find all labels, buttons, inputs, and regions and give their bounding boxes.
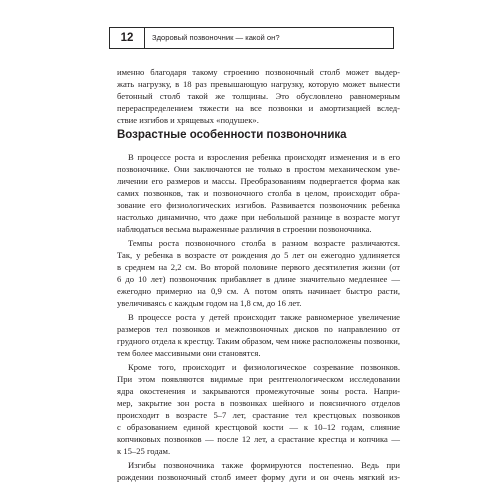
text-line: жать нагрузку, в 18 раз превышающую нагрузку, которую может вынести bbox=[117, 79, 400, 89]
text-line: бетонный столб такой же толщины. Это обусловлено равномерным bbox=[117, 91, 400, 101]
text-line: к 15–25 годам. bbox=[117, 446, 171, 456]
text-line: зование его физиологических изгибов. Развивается позвоночник ребенка bbox=[117, 200, 400, 210]
text-line: в среднем на 2,2 см. Во второй половине первого десятилетия жизни (от bbox=[117, 262, 400, 272]
text-line: Кроме того, происходит и физиологическое созревание позвонков. bbox=[128, 362, 400, 372]
page-number: 12 bbox=[110, 28, 145, 48]
text-line: размеров тел позвонков и межпозвоночных дисков по направлению от bbox=[117, 324, 400, 334]
text-line: рождении позвоночный столб имеет форму дуги и он очень мягкий из- bbox=[117, 472, 400, 482]
text-line: копчиковых позвонков — после 12 лет, а срастание крестца и копчика — bbox=[117, 434, 400, 444]
text-line: настолько динамично, что даже при небольшой разнице в возрасте могут bbox=[117, 212, 400, 222]
text-line: тем более массивными они становятся. bbox=[117, 348, 261, 358]
page-header bbox=[109, 27, 394, 49]
text-line: ствие изгибов и хрящевых «подушек». bbox=[117, 115, 259, 125]
text-line: Темпы роста позвоночного столба в разном возрасте различаются. bbox=[128, 238, 400, 248]
text-line: 6 до 10 лет) позвоночник прибавляет в длине значительно медленнее — bbox=[117, 274, 400, 284]
text-line: перераспределением тяжести на все позвонки и амортизацией вслед- bbox=[117, 103, 400, 113]
text-line: ядра окостенения и закрываются промежуточные зоны роста. Напри- bbox=[117, 386, 400, 396]
text-line: самих позвонков, так и позвоночного столба в целом, происходит обра- bbox=[117, 188, 400, 198]
running-title: Здоровый позвоночник — какой он? bbox=[152, 33, 280, 42]
text-line: позвоночнике. Они заключаются не только в простом механическом уве- bbox=[117, 164, 400, 174]
text-line: грудного отдела к крестцу. Таким образом, чем ниже расположены позвонки, bbox=[117, 336, 400, 346]
text-line: В процессе роста у детей происходит также равномерное увеличение bbox=[128, 312, 400, 322]
text-line: увеличиваясь с каждым годом на 1,8 см, до 16 лет. bbox=[117, 298, 302, 308]
text-line: Изгибы позвоночника также формируются постепенно. Ведь при bbox=[128, 460, 400, 470]
text-line: наблюдаться весьма выраженные различия в строении позвоночника. bbox=[117, 224, 372, 234]
text-line: мер, закрытие зон роста в позвонках шейного и поясничного отделов bbox=[117, 398, 400, 408]
text-line: личении его размеров и массы. Преобразованиям подвергается форма как bbox=[117, 176, 400, 186]
text-line: При этом появляются видимые при рентгенологическом исследовании bbox=[117, 374, 400, 384]
text-line: Так, у ребенка в возрасте от рождения до 5 лет он ежегодно удлиняется bbox=[117, 250, 400, 260]
text-line: происходит в возрасте 5–7 лет, срастание тел крестцовых позвонков bbox=[117, 410, 400, 420]
text-line: В процессе роста и взросления ребенка происходят изменения и в его bbox=[128, 152, 400, 162]
section-heading: Возрастные особенности позвоночника bbox=[117, 129, 347, 141]
text-line: ежегодно примерно на 0,9 см. А потом опять начинает быстро расти, bbox=[117, 286, 400, 296]
text-line: именно благодаря такому строению позвоночный столб может выдер- bbox=[117, 67, 400, 77]
text-line: с образованием единой крестцовой кости — к 10–12 годам, слияние bbox=[117, 422, 400, 432]
